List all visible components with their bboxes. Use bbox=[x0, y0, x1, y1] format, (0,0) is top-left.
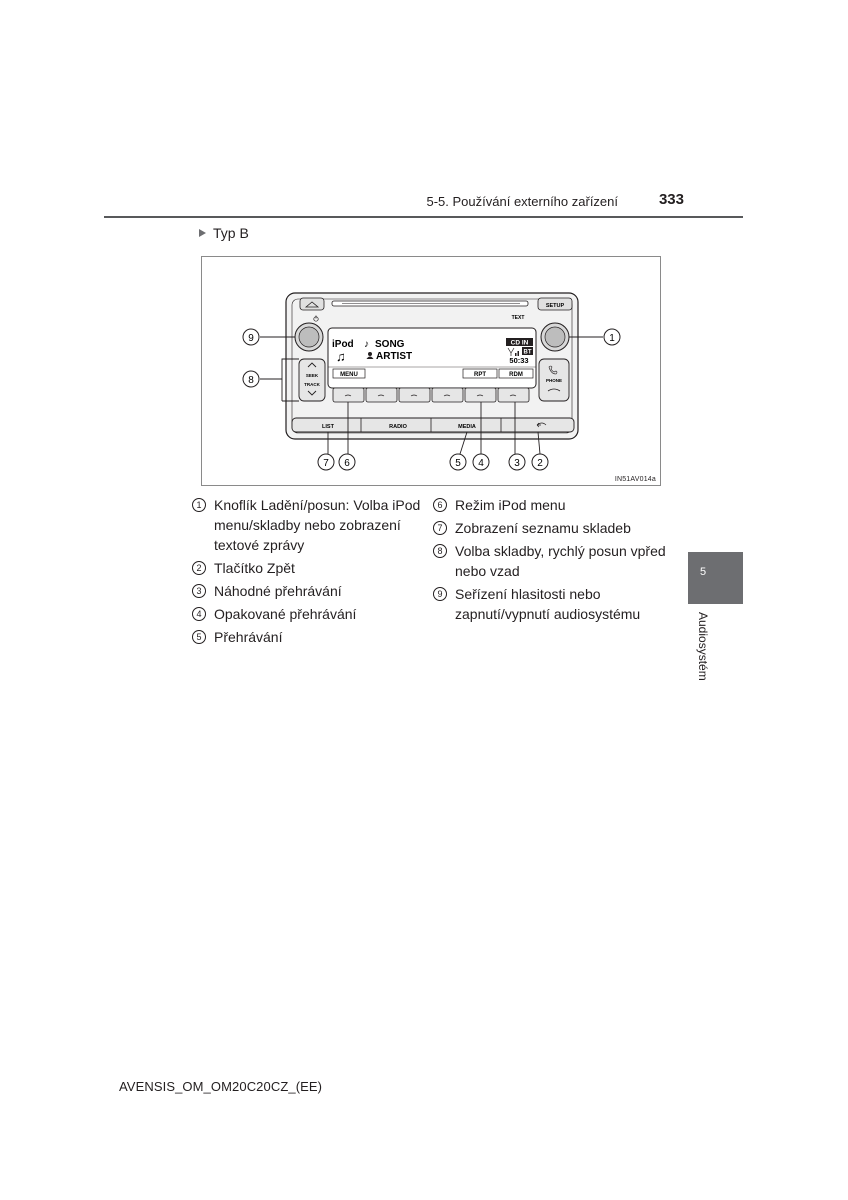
legend-number: 6 bbox=[433, 498, 447, 512]
menu-softkey-label: MENU bbox=[340, 372, 358, 378]
svg-text:1: 1 bbox=[609, 333, 615, 344]
music-icon: ♫ bbox=[336, 349, 346, 364]
text-label: TEXT bbox=[511, 315, 525, 321]
display-source: iPod bbox=[332, 339, 354, 350]
legend-item-6 bbox=[433, 495, 667, 515]
legend-number: 7 bbox=[433, 521, 447, 535]
legend-item-8 bbox=[433, 541, 667, 581]
figure-code: IN51AV014a bbox=[614, 476, 656, 483]
display-artist: ARTIST bbox=[376, 351, 413, 362]
radio-button-label: RADIO bbox=[389, 424, 407, 430]
legend-text: Zobrazení seznamu skladeb bbox=[455, 520, 631, 536]
legend-number: 1 bbox=[192, 498, 206, 512]
legend-left bbox=[192, 495, 428, 650]
legend-item-4 bbox=[192, 604, 428, 624]
note-icon: ♪ bbox=[364, 339, 369, 350]
legend-item-9 bbox=[433, 584, 667, 624]
legend-item-1 bbox=[192, 495, 428, 555]
legend-text: Režim iPod menu bbox=[455, 497, 566, 513]
legend-text: Knoflík Ladění/posun: Volba iPod menu/skladby nebo zobrazení textové zprávy bbox=[214, 497, 421, 553]
legend-text: Opakované přehrávání bbox=[214, 606, 357, 622]
subheading-text: Typ B bbox=[213, 225, 249, 241]
track-label: TRACK bbox=[304, 382, 320, 387]
legend-right bbox=[433, 495, 667, 627]
seek-label: SEEK bbox=[305, 373, 319, 378]
setup-label: SETUP bbox=[545, 303, 565, 309]
svg-text:4: 4 bbox=[478, 458, 484, 469]
header-rule bbox=[104, 216, 743, 218]
person-icon bbox=[368, 352, 372, 356]
list-button-label: LIST bbox=[322, 424, 334, 430]
legend-text: Seřízení hlasitosti nebo zapnutí/vypnutí audiosystému bbox=[455, 586, 641, 622]
audio-unit-figure bbox=[201, 256, 661, 486]
svg-text:5: 5 bbox=[455, 458, 461, 469]
svg-text:6: 6 bbox=[344, 458, 350, 469]
header-section-title: 5-5. Používání externího zařízení bbox=[426, 194, 618, 209]
chapter-number: 5 bbox=[699, 566, 707, 578]
legend-item-3 bbox=[192, 581, 428, 601]
rdm-softkey-label: RDM bbox=[509, 372, 523, 378]
audio-unit-drawing bbox=[202, 257, 662, 487]
legend-text: Tlačítko Zpět bbox=[214, 560, 295, 576]
footer-code: AVENSIS_OM_OM20C20CZ_(EE) bbox=[119, 1079, 323, 1094]
bottom-button-bar bbox=[292, 418, 574, 432]
phone-label: PHONE bbox=[545, 378, 563, 383]
legend-number: 5 bbox=[192, 630, 206, 644]
legend-item-5 bbox=[192, 627, 428, 647]
rpt-softkey-label: RPT bbox=[474, 372, 486, 378]
svg-text:9: 9 bbox=[248, 333, 254, 344]
legend-text: Volba skladby, rychlý posun vpřed nebo vzad bbox=[455, 543, 666, 579]
legend-number: 2 bbox=[192, 561, 206, 575]
legend-text: Náhodné přehrávání bbox=[214, 583, 342, 599]
chapter-label: Audiosystém bbox=[696, 612, 710, 681]
svg-text:3: 3 bbox=[514, 458, 520, 469]
legend-number: 4 bbox=[192, 607, 206, 621]
legend-item-7 bbox=[433, 518, 667, 538]
subheading bbox=[199, 225, 249, 241]
display-song: SONG bbox=[375, 339, 405, 350]
display-screen bbox=[328, 328, 536, 388]
home-button bbox=[300, 298, 324, 310]
svg-text:7: 7 bbox=[323, 458, 329, 469]
display-time: 50:33 bbox=[509, 356, 529, 365]
legend-number: 9 bbox=[433, 587, 447, 601]
media-button-label: MEDIA bbox=[458, 424, 476, 430]
svg-text:2: 2 bbox=[537, 458, 543, 469]
triangle-bullet-icon bbox=[199, 229, 206, 237]
svg-text:8: 8 bbox=[248, 375, 254, 386]
page-number: 333 bbox=[658, 191, 684, 208]
legend-text: Přehrávání bbox=[214, 629, 283, 645]
chapter-tab bbox=[688, 552, 743, 604]
legend-number: 8 bbox=[433, 544, 447, 558]
cd-in-text: CD IN bbox=[510, 339, 529, 347]
legend-item-2 bbox=[192, 558, 428, 578]
legend-number: 3 bbox=[192, 584, 206, 598]
bt-text: BT bbox=[523, 349, 532, 356]
